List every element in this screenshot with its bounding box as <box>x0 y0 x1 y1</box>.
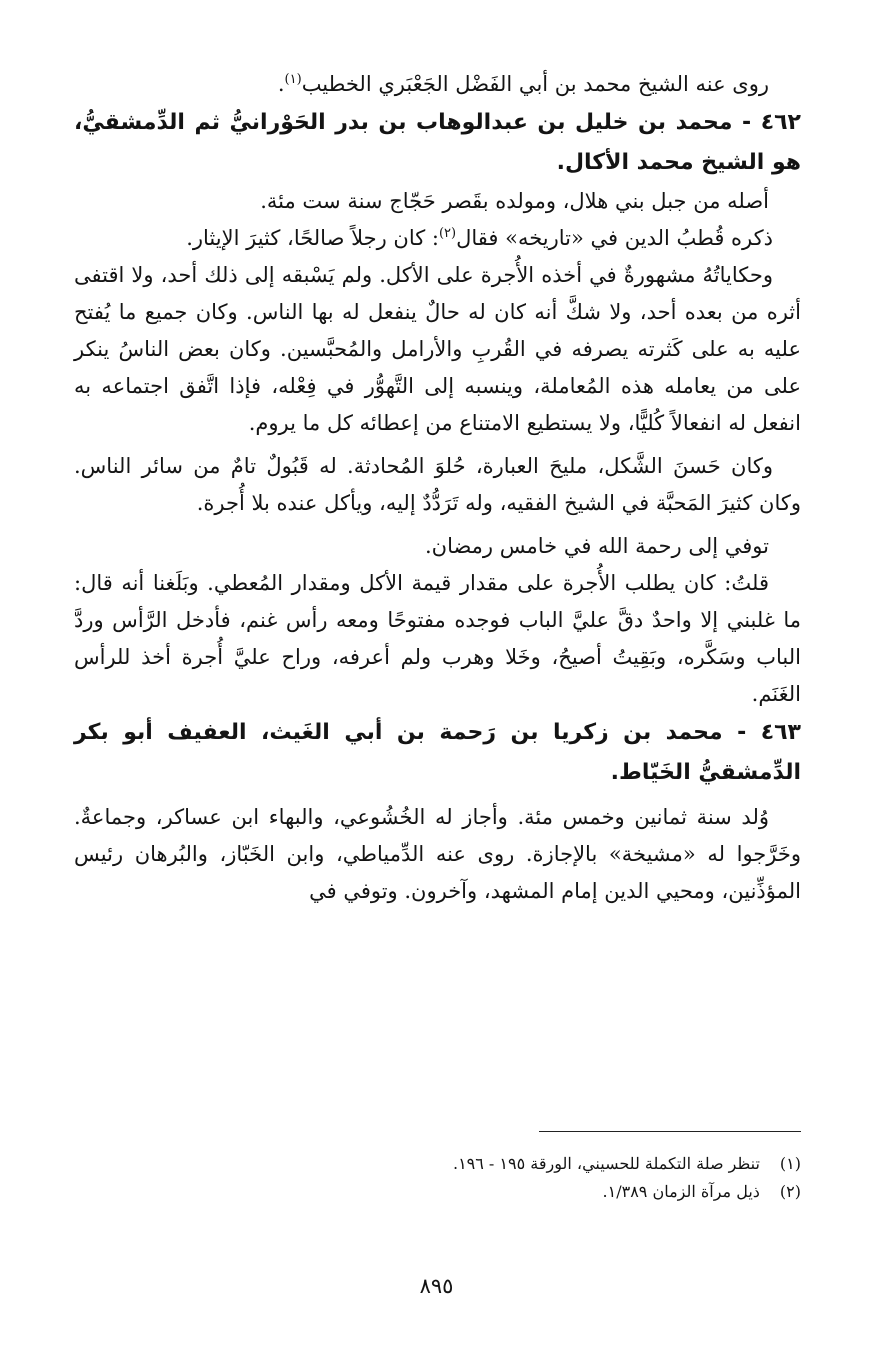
footnote-number: (٢) <box>779 1182 801 1201</box>
narration-text: روى عنه الشيخ محمد بن أبي الفَضْل الجَعْبَري الخطيب <box>301 72 769 96</box>
page-number: ٨٩٥ <box>419 1274 454 1298</box>
paragraph-mention <box>74 220 801 257</box>
entry-heading-462: ٤٦٢ - محمد بن خليل بن عبدالوهاب بن بدر الحَوْرانيُّ ثم الدِّمشقيُّ، هو الشيخ محمد الأكال. <box>74 110 801 175</box>
main-text <box>74 66 801 910</box>
footnote-ref-1: (١) <box>284 72 302 87</box>
narration-end: . <box>277 72 285 96</box>
footnote-text: تنظر صلة التكملة للحسيني، الورقة ١٩٥ - ١٩٦. <box>452 1154 760 1173</box>
mention-quote: : كان رجلاً صالحًا، كثيرَ الإيثار. <box>186 226 439 250</box>
paragraph-comment: قلتُ: كان يطلب الأُجرة على مقدار قيمة الأكل ومقدار المُعطي. وبَلَغنا أنه قال: ما غلبني إلا واحدٌ دقَّ عليَّ الباب فوجده مفتوحًا ومعه رأس غنم، فأدخل الرَّأس وردَّ الباب وسَكَّره، وبَقِيتُ أصيحُ، وخَلا وهرب ولم أعرفه، وراح عليَّ أُجرة أخذ للرأس الغَنَم. <box>74 571 801 706</box>
entry-heading-463: ٤٦٣ - محمد بن زكريا بن رَحمة بن أبي الغَيث، العفيف أبو بكر الدِّمشقيُّ الخَيّاط. <box>74 720 801 785</box>
paragraph-origin: أصله من جبل بني هلال، ومولده بقَصر حَجّاج سنة ست مئة. <box>260 189 769 213</box>
paragraph-stories: وحكاياتُهُ مشهورةٌ في أخذه الأُجرة على الأكل. ولم يَسْبقه إلى ذلك أحد، ولا اقتفى أثره من بعده أحد، ولا شكَّ أنه كان له حالٌ ينفعل له بها الناس. وكان جميع ما يُفتح عليه به على كَثرته يصرفه في القُربِ والأرامل والمُحبَّسين. وكان بعض الناسُ ينكر على من يعامله هذه المُعاملة، وينسبه إلى التَّهوُّر في فِعْله، فإذا اتَّفق اجتماعه به انفعل له انفعالاً كُليًّا، ولا يستطيع الامتناع من إعطائه كل ما يروم. <box>74 263 801 435</box>
mention-text: ذكره قُطبُ الدين في «تاريخه» فقال <box>456 226 773 250</box>
footnotes <box>74 1150 801 1206</box>
footnote-text: ذيل مرآة الزمان ١/٣٨٩. <box>602 1182 760 1201</box>
footnote-2 <box>74 1178 801 1206</box>
paragraph-death: توفي إلى رحمة الله في خامس رمضان. <box>424 534 769 558</box>
footnote-ref-2: (٢) <box>438 226 457 241</box>
paragraph-character: وكان حَسنَ الشَّكل، مليحَ العبارة، حُلوَ المُحادثة. له قَبُولٌ تامٌ من سائر الناس. وكان كثيرَ المَحبَّة في الشيخ الفقيه، وله تَرَدُّدٌ إليه، ويأكل عنده بلا أُجرة. <box>74 454 801 515</box>
footnote-number: (١) <box>779 1154 801 1173</box>
paragraph-narration <box>74 66 801 103</box>
footnote-1 <box>74 1150 801 1178</box>
paragraph-birth: وُلد سنة ثمانين وخمس مئة. وأجاز له الخُشُوعي، والبهاء ابن عساكر، وجماعةٌ. وخَرَّجوا له «مشيخة» بالإجازة. روى عنه الدِّمياطي، وابن الخَبّاز، والبُرهان رئيس المؤذِّنين، ومحيي الدين إمام المشهد، وآخرون. وتوفي في <box>74 805 801 903</box>
footnote-divider <box>539 1131 801 1132</box>
